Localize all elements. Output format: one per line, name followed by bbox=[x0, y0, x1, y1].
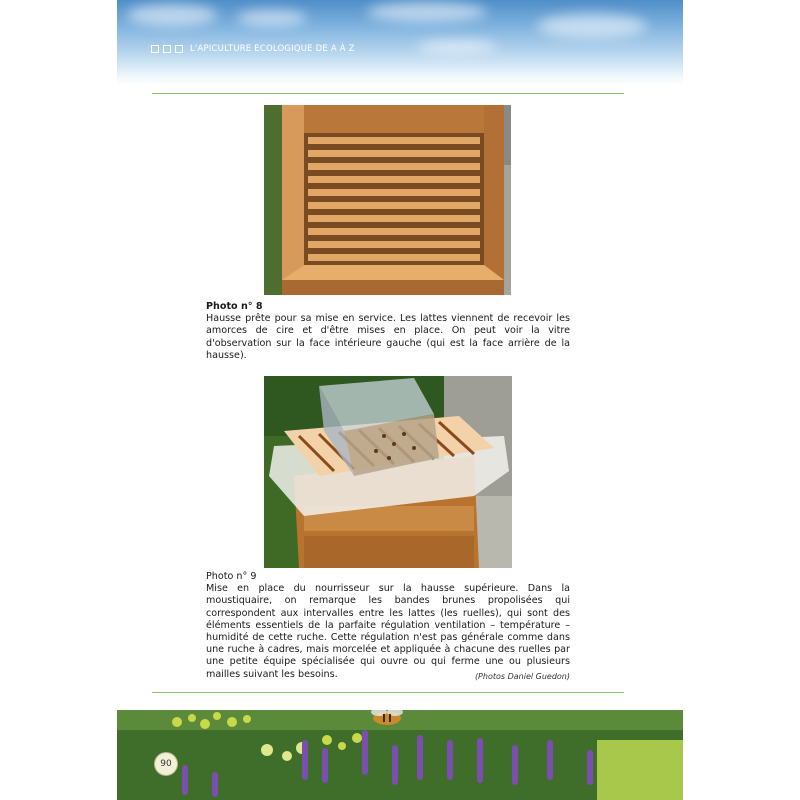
book-page bbox=[117, 0, 683, 800]
photo-8-hive-super bbox=[264, 105, 511, 295]
photo-8-text: Hausse prête pour sa mise en service. Les lattes viennent de recevoir les amorces de cire et d'être mises en place. On peut voir la vitre d'observation sur la face intérieure gauche (qui est la face arrière de la hausse). bbox=[206, 313, 570, 361]
photo-9-text: Mise en place du nourrisseur sur la hausse supérieure. Dans la moustiquaire, on remarque les bandes brunes propolisées qui correspondent aux intervalles entre les lattes (les ruelles), qui sont des éléments essentiels de la parfaite régulation ventilation – température – humidité de cette ruche. Cette régulation n'est pas générale comme dans une ruche à cadres, mais morcelée et appliquée à chacune des ruelles par une petite équipe spécialisée qui ouvre ou qui ferme une ou plusieurs mailles suivant les besoins. bbox=[206, 583, 570, 680]
footer-flowers-image bbox=[117, 710, 683, 800]
photo-9-feeder-on-hive bbox=[264, 376, 512, 568]
running-header bbox=[151, 44, 355, 54]
bottom-rule bbox=[152, 692, 624, 693]
square-icon bbox=[163, 45, 171, 53]
page-number: 90 bbox=[154, 752, 178, 776]
running-header-title: L'APICULTURE ECOLOGIQUE DE A À Z bbox=[190, 44, 355, 54]
photo-8-title: Photo n° 8 bbox=[206, 301, 263, 312]
photo-credit: (Photos Daniel Guedon) bbox=[474, 672, 570, 681]
square-icon bbox=[175, 45, 183, 53]
photo-8-caption bbox=[206, 301, 570, 362]
header-sky-banner bbox=[117, 0, 683, 86]
square-icon bbox=[151, 45, 159, 53]
top-rule bbox=[152, 93, 624, 94]
photo-9-caption bbox=[206, 571, 570, 681]
photo-9-title: Photo n° 9 bbox=[206, 571, 257, 582]
